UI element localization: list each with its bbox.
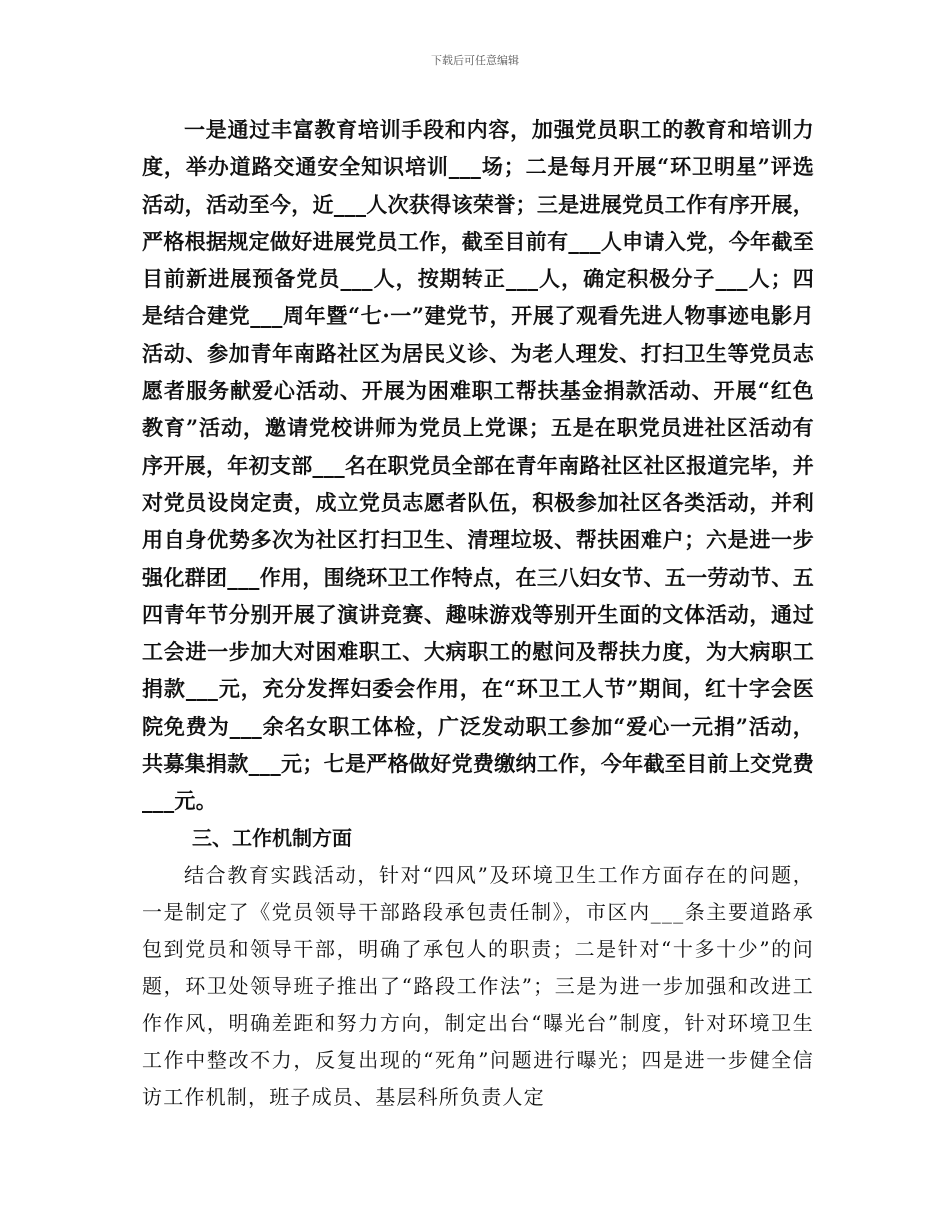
- document-body: [142, 111, 814, 1116]
- paragraph-work-mechanism: 结合教育实践活动，针对“四风”及环境卫生工作方面存在的问题，一是制定了《党员领导干部路段承包责任制》，市区内___条主要道路承包到党员和领导干部，明确了承包人的职责；二是针对“十多十少”的问题，环卫处领导班子推出了“路段工作法”；三是为进一步加强和改进工作作风，明确差距和努力方向，制定出台“曝光台”制度，针对环境卫生工作中整改不力，反复出现的“死角”问题进行曝光；四是进一步健全信访工作机制，班子成员、基层科所负责人定: [142, 862, 814, 1109]
- paragraph-party-work: 一是通过丰富教育培训手段和内容，加强党员职工的教育和培训力度，举办道路交通安全知识培训___场；二是每月开展“环卫明星”评选活动，活动至今，近___人次获得该荣誉；三是进展党员工作有序开展，严格根据规定做好进展党员工作，截至目前有___人申请入党，今年截至目前新进展预备党员___人，按期转正___人，确定积极分子___人；四是结合建党___周年暨“七·一”建党节，开展了观看先进人物事迹电影月活动、参加青年南路社区为居民义诊、为老人理发、打扫卫生等党员志愿者服务献爱心活动、开展为困难职工帮扶基金捐款活动、开展“红色教育”活动，邀请党校讲师为党员上党课；五是在职党员进社区活动有序开展，年初支部___名在职党员全部在青年南路社区社区报道完毕，并对党员设岗定责，成立党员志愿者队伍，积极参加社区各类活动，并利用自身优势多次为社区打扫卫生、清理垃圾、帮扶困难户；六是进一步强化群团___作用，围绕环卫工作特点，在三八妇女节、五一劳动节、五四青年节分别开展了演讲竞赛、趣味游戏等别开生面的文体活动，通过工会进一步加大对困难职工、大病职工的慰问及帮扶力度，为大病职工捐款___元，充分发挥妇委会作用，在“环卫工人节”期间，红十字会医院免费为___余名女职工体检，广泛发动职工参加“爱心一元捐”活动，共募集捐款___元；七是严格做好党费缴纳工作，今年截至目前上交党费___元。: [142, 117, 814, 814]
- section-heading: 三、工作机制方面: [192, 825, 352, 850]
- page-header: 下载后可任意编辑: [431, 54, 519, 67]
